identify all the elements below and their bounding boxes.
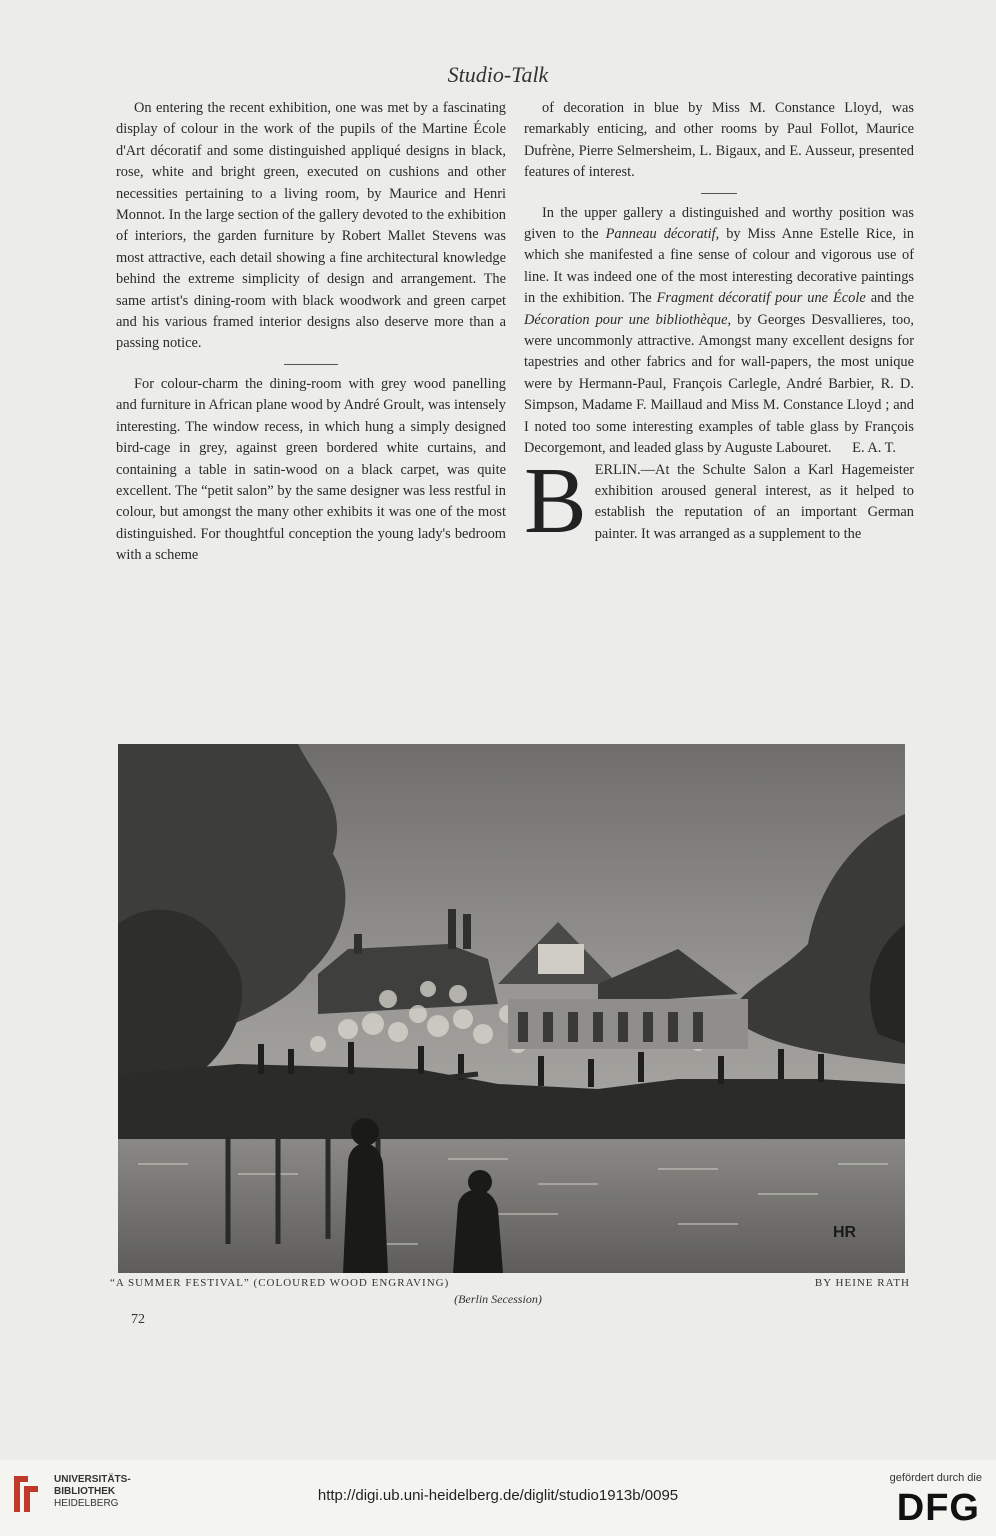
sponsor-label: gefördert durch die — [889, 1472, 982, 1484]
caption-artist: BY HEINE RATH — [814, 1277, 910, 1289]
author-signature: E. A. T. — [852, 440, 896, 457]
right-column — [524, 98, 914, 553]
library-name: UNIVERSITÄTS- BIBLIOTHEK HEIDELBERG — [54, 1474, 131, 1509]
caption-subtitle: (Berlin Secession) — [454, 1292, 542, 1306]
paragraph: For colour-charm the dining-room with grey wood panelling and furniture in African plane wood by André Groult, was intensely interesting. The window recess, in which hung a simply designed bird-cage in grey, against green bordered white curtains, and containing a table in satin-wood on a black carpet, was quite excellent. The “petit salon” by the same designer was less restful in colour, but amongst the many other exhibits it was one of the most distinguished. For thoughtful conception the young lady's bedroom with a scheme — [116, 375, 506, 564]
section-divider — [701, 193, 737, 194]
drop-cap: B — [524, 448, 587, 553]
running-title: Studio-Talk — [447, 62, 549, 87]
permalink-url[interactable]: http://digi.ub.uni-heidelberg.de/diglit/studio1913b/0095 — [317, 1487, 679, 1504]
wood-engraving-illustration — [118, 744, 905, 1273]
page-number: 72 — [131, 1312, 145, 1327]
left-column — [116, 98, 506, 567]
artwork-title: Décoration pour une bibliothèque, — [524, 311, 732, 328]
dfg-logo: DFG — [896, 1487, 980, 1529]
section-divider — [284, 364, 338, 365]
artwork-title: Panneau décoratif, — [605, 226, 720, 243]
artist-monogram: HR — [833, 1224, 857, 1241]
paragraph: of decoration in blue by Miss M. Constance Lloyd, was remarkably enticing, and other rooms by Paul Follot, Maurice Dufrène, Pierre Selmersheim, L. Bigaux, and E. Ausseur, presented features of interest. — [524, 100, 914, 181]
engraving-image — [118, 744, 905, 1273]
paragraph: B ERLIN.—At the Schulte Salon a Karl Hagemeister exhibition aroused general interest, as it helped to establish the reputation of an important German painter. It was arranged as a supplement to the — [524, 448, 914, 553]
paragraph: In the upper gallery a distinguished and worthy position was given to the Panneau décoratif, by Miss Anne Estelle Rice, in which she manifested a fine sense of colour and vigorous use of line. It was indeed one of the most interesting decorative paintings in the exhibition. The Fragment décoratif pour une École and the Décoration pour une bibliothèque, by Georges Desvallieres, too, were uncommonly attractive. Amongst many excellent designs for tapestries and other fabrics and for wall-papers, the most unique were by Hermann-Paul, François Carlegle, André Barbier, R. D. Simpson, Madame F. Maillaud and Miss M. Constance Lloyd ; and I noted too some interesting examples of table glass by François Decorgemont, and leaded glass by Auguste Labouret. E. A. T. — [524, 203, 914, 460]
caption-title: “A SUMMER FESTIVAL” (COLOURED WOOD ENGRAVING) — [110, 1277, 450, 1289]
paragraph: On entering the recent exhibition, one was met by a fascinating display of colour in the work of the pupils of the Martine École d'Art décoratif and some distinguished appliqué designs in black, rose, white and bright green, executed on cushions and other necessities pertaining to a living room, by Maurice and Henri Monnot. In the large section of the gallery devoted to the exhibition of interiors, the garden furniture by Robert Mallet Stevens was most attractive, each detail showing a fine architectural knowledge behind the extreme simplicity of design and arrangement. The same artist's dining-room with black woodwork and green carpet and his various framed interior designs also deserve more than a passing notice. — [116, 100, 506, 352]
artwork-title: Fragment décoratif pour une École — [656, 290, 866, 307]
